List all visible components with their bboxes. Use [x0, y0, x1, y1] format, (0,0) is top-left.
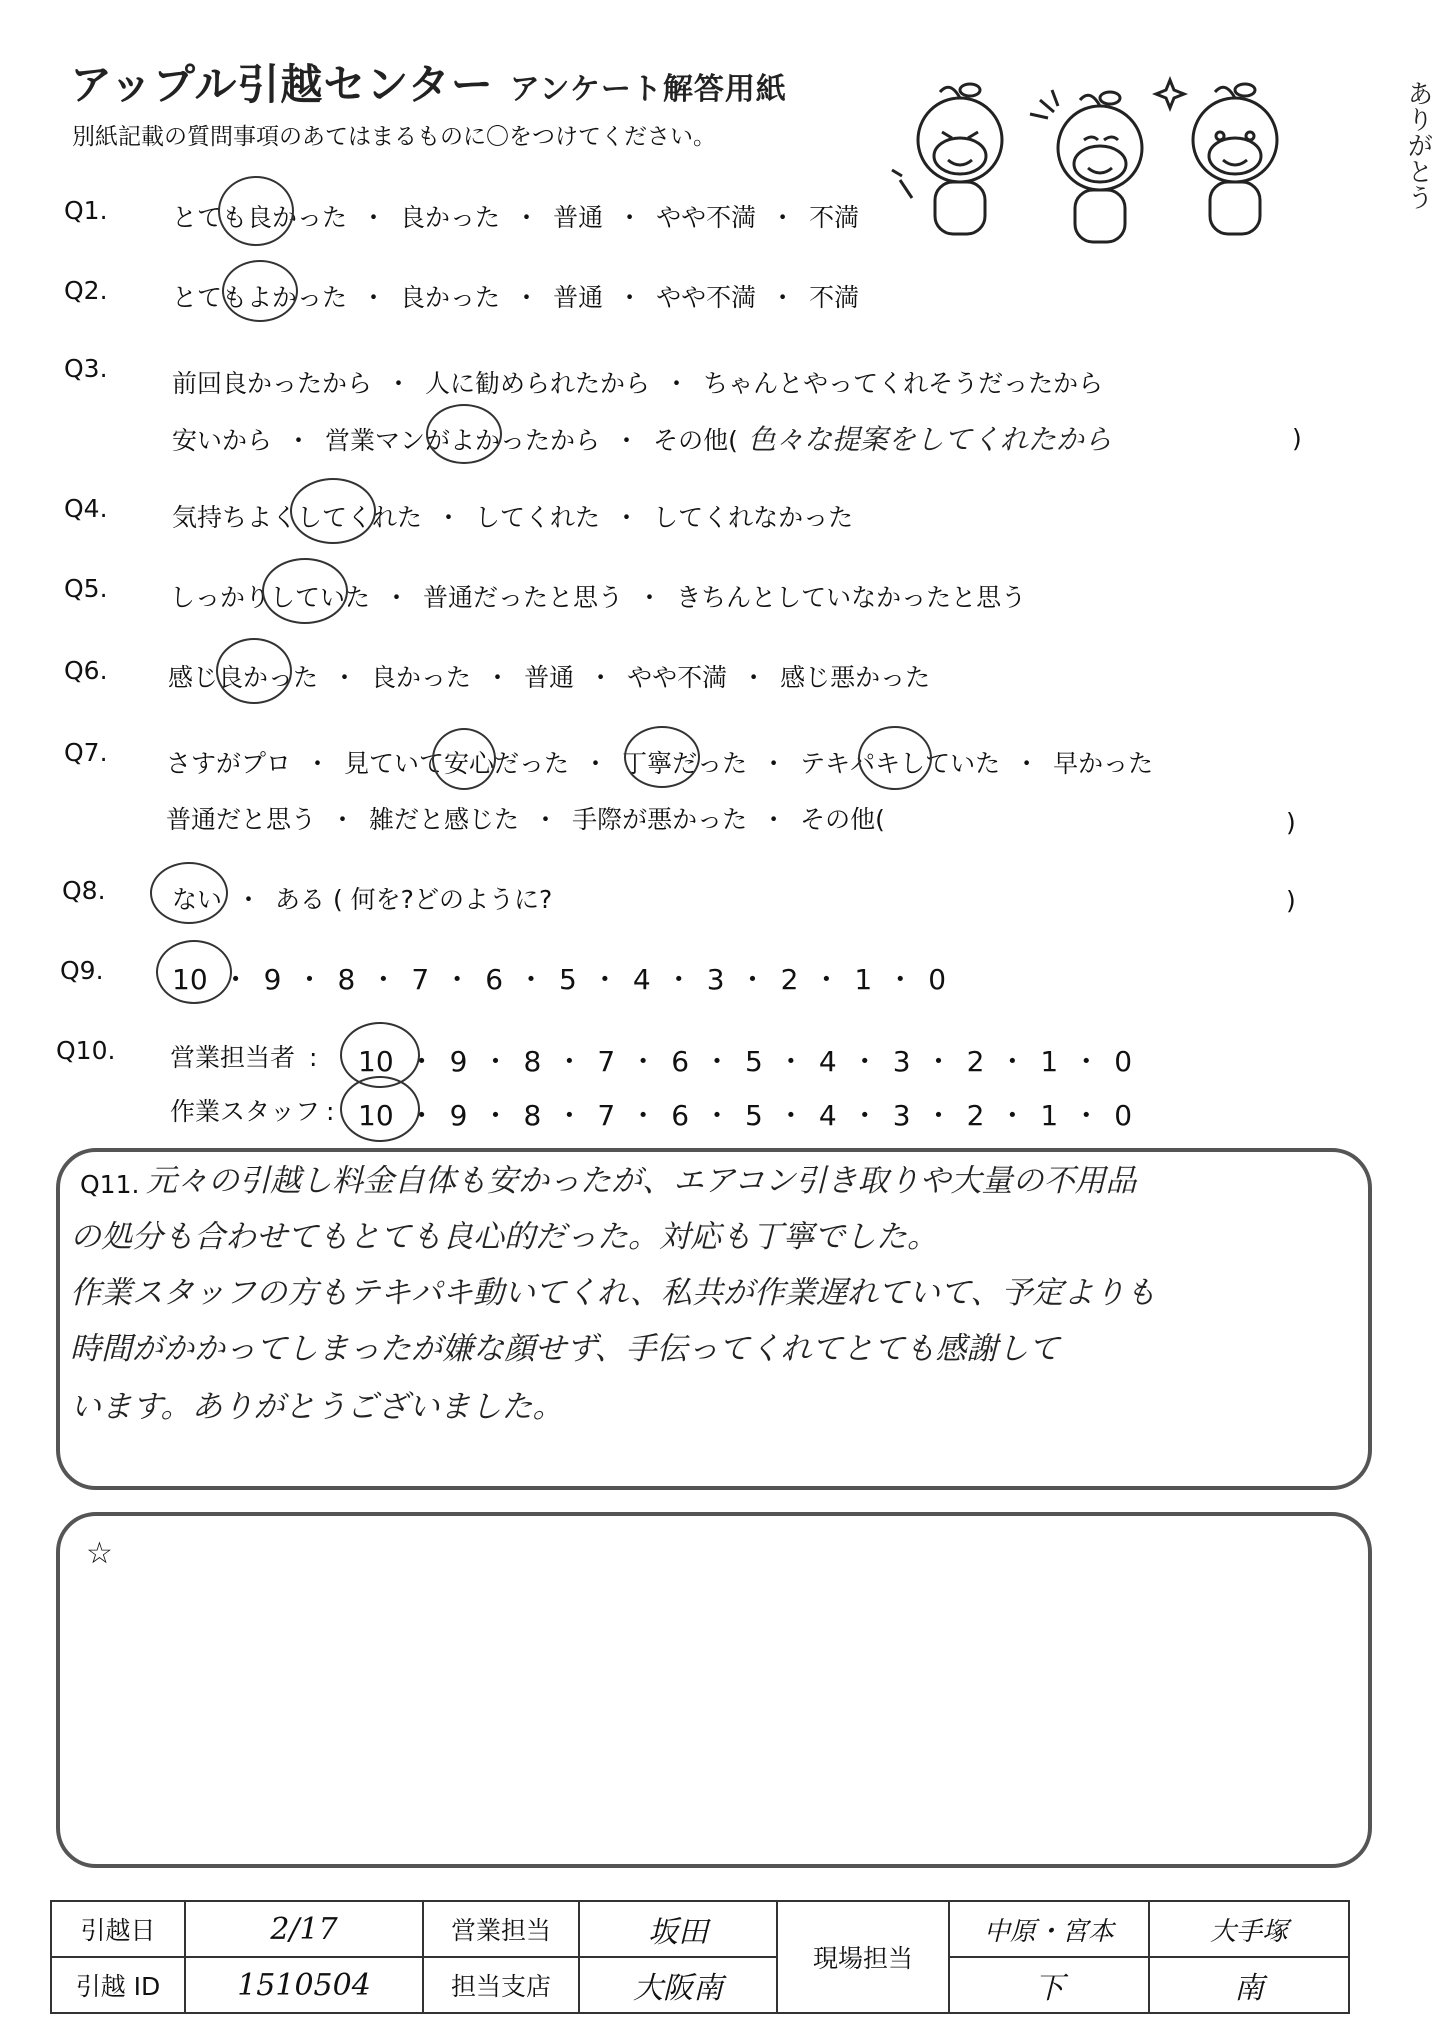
- q3-other-label: その他(: [653, 426, 738, 455]
- q10-sales-score[interactable]: 0: [1114, 1045, 1133, 1078]
- q3-options-line2: 安いから ・ 営業マンがよかったから ・ その他( 色々な提案をしてくれたから: [172, 423, 1112, 456]
- q1-option[interactable]: 不満: [809, 203, 860, 232]
- site-staff-value-1[interactable]: 中原・宮本: [949, 1901, 1149, 1957]
- q11-label: Q11.: [80, 1170, 140, 1199]
- move-id-value[interactable]: 1510504: [185, 1957, 423, 2013]
- form-subtitle: アンケート解答用紙: [509, 72, 787, 107]
- q2-option[interactable]: やや不満: [656, 283, 757, 312]
- q10-staff-score[interactable]: 4: [818, 1099, 837, 1132]
- q10-sales-scale: 10 ・ 9 ・ 8 ・ 7 ・ 6 ・ 5 ・ 4 ・ 3 ・ 2 ・ 1 ・ 0: [358, 1045, 1133, 1078]
- q10-staff-score[interactable]: 6: [671, 1099, 690, 1132]
- site-staff-value-4[interactable]: 南: [1149, 1957, 1349, 2013]
- q2-option[interactable]: 普通: [553, 283, 604, 312]
- q4-option[interactable]: 気持ちよくしてくれた: [172, 503, 423, 532]
- q8-options: ない ・ ある ( 何を?どのように?: [172, 885, 553, 914]
- q9-score[interactable]: 3: [706, 963, 725, 996]
- q1-option[interactable]: とても良かった: [172, 203, 348, 232]
- site-staff-value-3[interactable]: 下: [949, 1957, 1149, 2013]
- q9-label: Q9.: [60, 956, 104, 985]
- q3-label: Q3.: [64, 354, 108, 383]
- q3-options-line1: 前回良かったから ・ 人に勧められたから ・ ちゃんとやってくれそうだったから: [172, 369, 1104, 398]
- q6-option[interactable]: 良かった: [371, 663, 472, 692]
- q9-score[interactable]: 1: [854, 963, 873, 996]
- q9-answer-circle: [156, 940, 232, 1004]
- q2-answer-circle: [222, 260, 298, 322]
- q10-sales-score[interactable]: 4: [818, 1045, 837, 1078]
- move-date-value[interactable]: 2/17: [185, 1901, 423, 1957]
- sales-rep-value[interactable]: 坂田: [579, 1901, 777, 1957]
- q7-option[interactable]: 雑だと感じた: [369, 805, 520, 834]
- q9-score[interactable]: 0: [928, 963, 947, 996]
- q10-staff-label: 作業スタッフ :: [170, 1097, 335, 1126]
- q3-option[interactable]: 人に勧められたから: [425, 369, 651, 398]
- sales-rep-label: 営業担当: [423, 1901, 579, 1957]
- q10-staff-score[interactable]: 0: [1114, 1099, 1133, 1132]
- q10-staff-score[interactable]: 8: [523, 1099, 542, 1132]
- q6-option[interactable]: やや不満: [627, 663, 728, 692]
- q11-comment-line[interactable]: 時間がかかってしまったが嫌な顔せず、手伝ってくれてとても感謝して: [70, 1331, 1060, 1367]
- q9-score[interactable]: 7: [411, 963, 430, 996]
- q10-label: Q10.: [56, 1036, 116, 1065]
- q10-sales-score[interactable]: 10: [358, 1045, 394, 1078]
- q8-close-paren: ): [1286, 886, 1296, 915]
- q2-label: Q2.: [64, 276, 108, 305]
- q10-staff-scale: 10 ・ 9 ・ 8 ・ 7 ・ 6 ・ 5 ・ 4 ・ 3 ・ 2 ・ 1 ・ 0: [358, 1099, 1133, 1132]
- q3-option[interactable]: 安いから: [172, 426, 273, 455]
- move-date-label: 引越日: [51, 1901, 185, 1957]
- q5-option[interactable]: きちんとしていなかったと思う: [676, 583, 1027, 612]
- q7-options-line1: さすがプロ ・ 見ていて安心だった ・ 丁寧だった ・ テキパキしていた ・ 早かった: [166, 749, 1154, 778]
- q6-option[interactable]: 感じ悪かった: [780, 663, 931, 692]
- q7-close-paren: ): [1286, 808, 1296, 837]
- q3-close-paren: ): [1292, 424, 1302, 453]
- q7-option[interactable]: 見ていて安心だった: [344, 749, 570, 778]
- page-title: [70, 52, 787, 112]
- mascot-illustration: [890, 60, 1360, 250]
- q11-comment-box: [56, 1148, 1372, 1490]
- q9-score[interactable]: 5: [559, 963, 577, 996]
- q9-score[interactable]: 2: [780, 963, 799, 996]
- q8-label: Q8.: [62, 876, 106, 905]
- q1-option[interactable]: やや不満: [656, 203, 757, 232]
- q10-sales-score[interactable]: 5: [745, 1045, 763, 1078]
- q6-option[interactable]: 感じ良かった: [168, 663, 319, 692]
- q1-answer-circle: [218, 176, 294, 246]
- q5-options: しっかりしていた ・ 普通だったと思う ・ きちんとしていなかったと思う: [170, 583, 1027, 612]
- q6-label: Q6.: [64, 656, 108, 685]
- q3-option[interactable]: 前回良かったから: [172, 369, 373, 398]
- site-staff-label: 現場担当: [777, 1901, 949, 2013]
- q10-sales-label: 営業担当者 :: [170, 1043, 318, 1072]
- q7-option[interactable]: 普通だと思う: [166, 805, 317, 834]
- q1-options: とても良かった ・ 良かった ・ 普通 ・ やや不満 ・ 不満: [172, 203, 860, 232]
- q5-option[interactable]: しっかりしていた: [170, 583, 371, 612]
- q7-label: Q7.: [64, 738, 108, 767]
- q4-label: Q4.: [64, 494, 108, 523]
- q11-comment-line[interactable]: います。ありがとうございました。: [70, 1389, 564, 1425]
- q7-option[interactable]: テキパキしていた: [800, 749, 1001, 778]
- q10-sales-score[interactable]: 2: [966, 1045, 985, 1078]
- q4-option[interactable]: してくれなかった: [653, 503, 854, 532]
- instruction-text: 別紙記載の質問事項のあてはまるものに〇をつけてください。: [72, 124, 716, 150]
- star-memo-box: [56, 1512, 1372, 1868]
- q10-staff-score[interactable]: 1: [1040, 1099, 1059, 1132]
- q11-comment-line[interactable]: 作業スタッフの方もテキパキ動いてくれ、私共が作業遅れていて、予定よりも: [70, 1275, 1157, 1311]
- q6-option[interactable]: 普通: [524, 663, 575, 692]
- q7-option[interactable]: 早かった: [1053, 749, 1154, 778]
- q1-option[interactable]: 良かった: [400, 203, 501, 232]
- q2-options: とてもよかった ・ 良かった ・ 普通 ・ やや不満 ・ 不満: [172, 283, 860, 312]
- q10-staff-score[interactable]: 7: [597, 1099, 616, 1132]
- thanks-vertical-text: ありがとう: [1403, 80, 1433, 210]
- q8-answer-circle: [150, 862, 228, 924]
- q10-sales-score[interactable]: 9: [449, 1045, 468, 1078]
- q3-option[interactable]: 営業マンがよかったから: [325, 426, 601, 455]
- q11-comment-line[interactable]: の処分も合わせてもとても良心的だった。対応も丁寧でした。: [70, 1219, 938, 1255]
- q7-answer-circle-3: [858, 726, 932, 790]
- q3-other-handwritten[interactable]: 色々な提案をしてくれたから: [747, 423, 1112, 456]
- branch-value[interactable]: 大阪南: [579, 1957, 777, 2013]
- q10-staff-score[interactable]: 10: [358, 1099, 394, 1132]
- q6-options: 感じ良かった ・ 良かった ・ 普通 ・ やや不満 ・ 感じ悪かった: [168, 663, 931, 692]
- footer-info-table: [50, 1900, 1350, 2014]
- q6-answer-circle: [216, 638, 292, 704]
- q7-answer-circle-2: [624, 726, 700, 788]
- q10-sales-score[interactable]: 6: [671, 1045, 690, 1078]
- q10-staff-score[interactable]: 3: [892, 1099, 911, 1132]
- q5-option[interactable]: 普通だったと思う: [423, 583, 624, 612]
- site-staff-value-2[interactable]: 大手塚: [1149, 1901, 1349, 1957]
- q7-answer-circle-1: [432, 728, 496, 790]
- q9-score[interactable]: 9: [263, 963, 282, 996]
- q5-answer-circle: [262, 558, 348, 624]
- q7-option[interactable]: 手際が悪かった: [572, 805, 748, 834]
- q7-options-line2: 普通だと思う ・ 雑だと感じた ・ 手際が悪かった ・ その他(: [166, 805, 885, 834]
- q10-staff-score[interactable]: 9: [449, 1099, 468, 1132]
- q4-answer-circle: [290, 478, 376, 544]
- q9-score[interactable]: 4: [632, 963, 651, 996]
- q7-other-label: その他(: [800, 805, 885, 834]
- q7-option[interactable]: さすがプロ: [166, 749, 292, 778]
- q10-sales-score[interactable]: 3: [892, 1045, 911, 1078]
- branch-label: 担当支店: [423, 1957, 579, 2013]
- q10-sales-score[interactable]: 8: [523, 1045, 542, 1078]
- q9-scale: 10 ・ 9 ・ 8 ・ 7 ・ 6 ・ 5 ・ 4 ・ 3 ・ 2 ・ 1 ・ 0: [172, 963, 947, 996]
- q10-staff-score[interactable]: 2: [966, 1099, 985, 1132]
- q9-score[interactable]: 6: [485, 963, 504, 996]
- q4-option[interactable]: してくれた: [475, 503, 601, 532]
- q1-option[interactable]: 普通: [553, 203, 604, 232]
- q8-option[interactable]: ある ( 何を?どのように?: [275, 885, 553, 914]
- q3-answer-circle: [426, 404, 502, 464]
- q3-option[interactable]: ちゃんとやってくれそうだったから: [703, 369, 1104, 398]
- q2-option[interactable]: とてもよかった: [172, 283, 348, 312]
- q10-staff-score[interactable]: 5: [745, 1099, 763, 1132]
- q10-staff-answer-circle: [340, 1076, 420, 1142]
- move-id-label: 引越 ID: [51, 1957, 185, 2013]
- q9-score[interactable]: 10: [172, 963, 208, 996]
- q9-score[interactable]: 8: [337, 963, 356, 996]
- q4-options: 気持ちよくしてくれた ・ してくれた ・ してくれなかった: [172, 503, 854, 532]
- q10-sales-score[interactable]: 7: [597, 1045, 616, 1078]
- company-name: アップル引越センター: [70, 60, 494, 109]
- q11-comment-line[interactable]: 元々の引越し料金自体も安かったが、エアコン引き取りや大量の不用品: [146, 1163, 1137, 1199]
- star-icon: ☆: [86, 1536, 113, 1571]
- q2-option[interactable]: 良かった: [400, 283, 501, 312]
- q10-sales-score[interactable]: 1: [1040, 1045, 1059, 1078]
- q5-label: Q5.: [64, 574, 108, 603]
- q7-option[interactable]: 丁寧だった: [622, 749, 748, 778]
- q8-option[interactable]: ない: [172, 885, 223, 914]
- q2-option[interactable]: 不満: [809, 283, 860, 312]
- q1-label: Q1.: [64, 196, 108, 225]
